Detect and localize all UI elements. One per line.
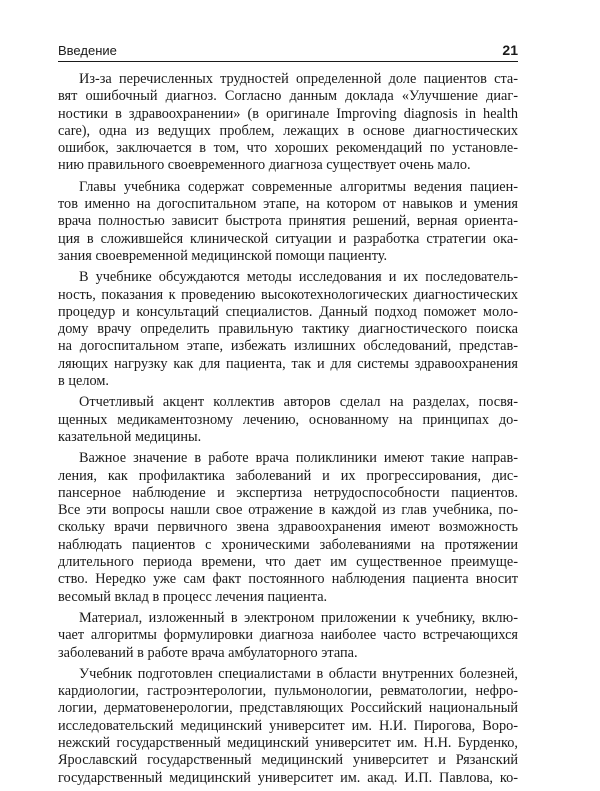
text-line: Важное значение в работе врача поликлиники имеют такие направ- [79,450,518,467]
text-line: на догоспитальном этапе, избежать излишних обследований, представ- [58,338,518,355]
text-line: care), одна из ведущих проблем, лежащих в основе диагностических [58,122,518,139]
text-line: скольку врачи первичного звена здравоохранения имеют возможность [58,519,518,536]
paragraph [58,610,518,662]
text-line: длительного периода времени, что дает им существенное преимуще- [58,554,518,571]
body-text [58,71,518,791]
section-title: Введение [58,43,117,58]
running-header [58,41,518,62]
text-line: Все эти вопросы нашли свое отражение в каждой из глав учебника, по- [58,502,518,519]
text-line: процедур и консультаций специалистов. Данный подход поможет моло- [58,303,518,320]
text-line: вят ошибочный диагноз. Согласно данным доклада «Улучшение диаг- [58,88,518,105]
text-line: Материал, изложенный в электроном приложении к учебнику, вклю- [79,609,518,626]
text-line: щенных медикаментозному лечению, основанному на принципах до- [58,411,518,428]
paragraph [58,269,518,390]
text-line: ство. Нередко уже сам факт постоянного наблюдения пациента вносит [58,571,518,588]
text-line: в целом. [58,373,109,390]
text-line: зания своевременной медицинской помощи пациенту. [58,247,388,264]
paragraph [58,71,518,175]
paragraph [58,179,518,265]
text-line: ления, как профилактика заболеваний и их прогрессирования, дис- [58,467,518,484]
paragraph [58,394,518,446]
text-line: Из-за перечисленных трудностей определенной доле пациентов ста- [79,71,518,87]
text-line: Главы учебника содержат современные алгоритмы ведения пациен- [79,178,518,195]
text-line: пансерное наблюдение и экспертиза нетрудоспособности пациентов. [58,484,518,501]
text-line: ошибок, заключается в том, что хороших рекомендаций по установле- [58,140,518,157]
text-line: логии, дерматовенерологии, представляющих Российский национальный [58,700,518,717]
text-line: Отчетливый акцент коллектив авторов сделал на разделах, посвя- [79,394,518,411]
text-line: заболеваний в работе врача амбулаторного этапа. [58,644,358,661]
text-line: весомый вклад в процесс лечения пациента. [58,588,328,605]
text-line: В учебнике обсуждаются методы исследования и их последователь- [79,269,518,286]
paragraph [58,666,518,787]
text-line: тов именно на догоспитальном этапе, на котором от навыков и умения [58,196,518,213]
text-line: Учебник подготовлен специалистами в области внутренних болезней, [79,665,518,682]
text-line: ляющих нагрузку как для пациента, так и для системы здравоохранения [58,355,518,372]
text-line: кардиологии, гастроэнтерологии, пульмонологии, ревматологии, нефро- [58,683,518,700]
text-line: государственный медицинский университет им. акад. И.П. Павлова, ко- [58,769,518,786]
text-line: нию правильного своевременного диагноза существует очень мало. [58,157,471,174]
text-line: ция в сложившейся клинической ситуации и разработка стратегии ока- [58,230,518,247]
text-line: Ярославский государственный медицинский университет и Рязанский [58,752,518,769]
page-number: 21 [502,42,518,58]
text-line: казательной медицины. [58,428,202,445]
text-line: ностики в здравоохранении» (в оригинале Improving diagnosis in health [58,105,518,122]
text-line: нежский государственный медицинский университет им. Н.Н. Бурденко, [58,734,518,751]
text-line: ность, показания к проведению высокотехнологических диагностических [58,286,518,303]
text-line: врача полностью зависит быстрота принятия решений, верная ориента- [58,213,518,230]
paragraph [58,450,518,606]
text-line: исследовательский медицинский университет им. Н.И. Пирогова, Воро- [58,717,518,734]
text-line: чает алгоритмы формулировки диагноза наиболее часто встречающихся [58,627,518,644]
text-line: дому врачу определить правильную тактику диагностического поиска [58,321,518,338]
text-line: наблюдать пациентов с хроническими заболеваниями на протяжении [58,536,518,553]
